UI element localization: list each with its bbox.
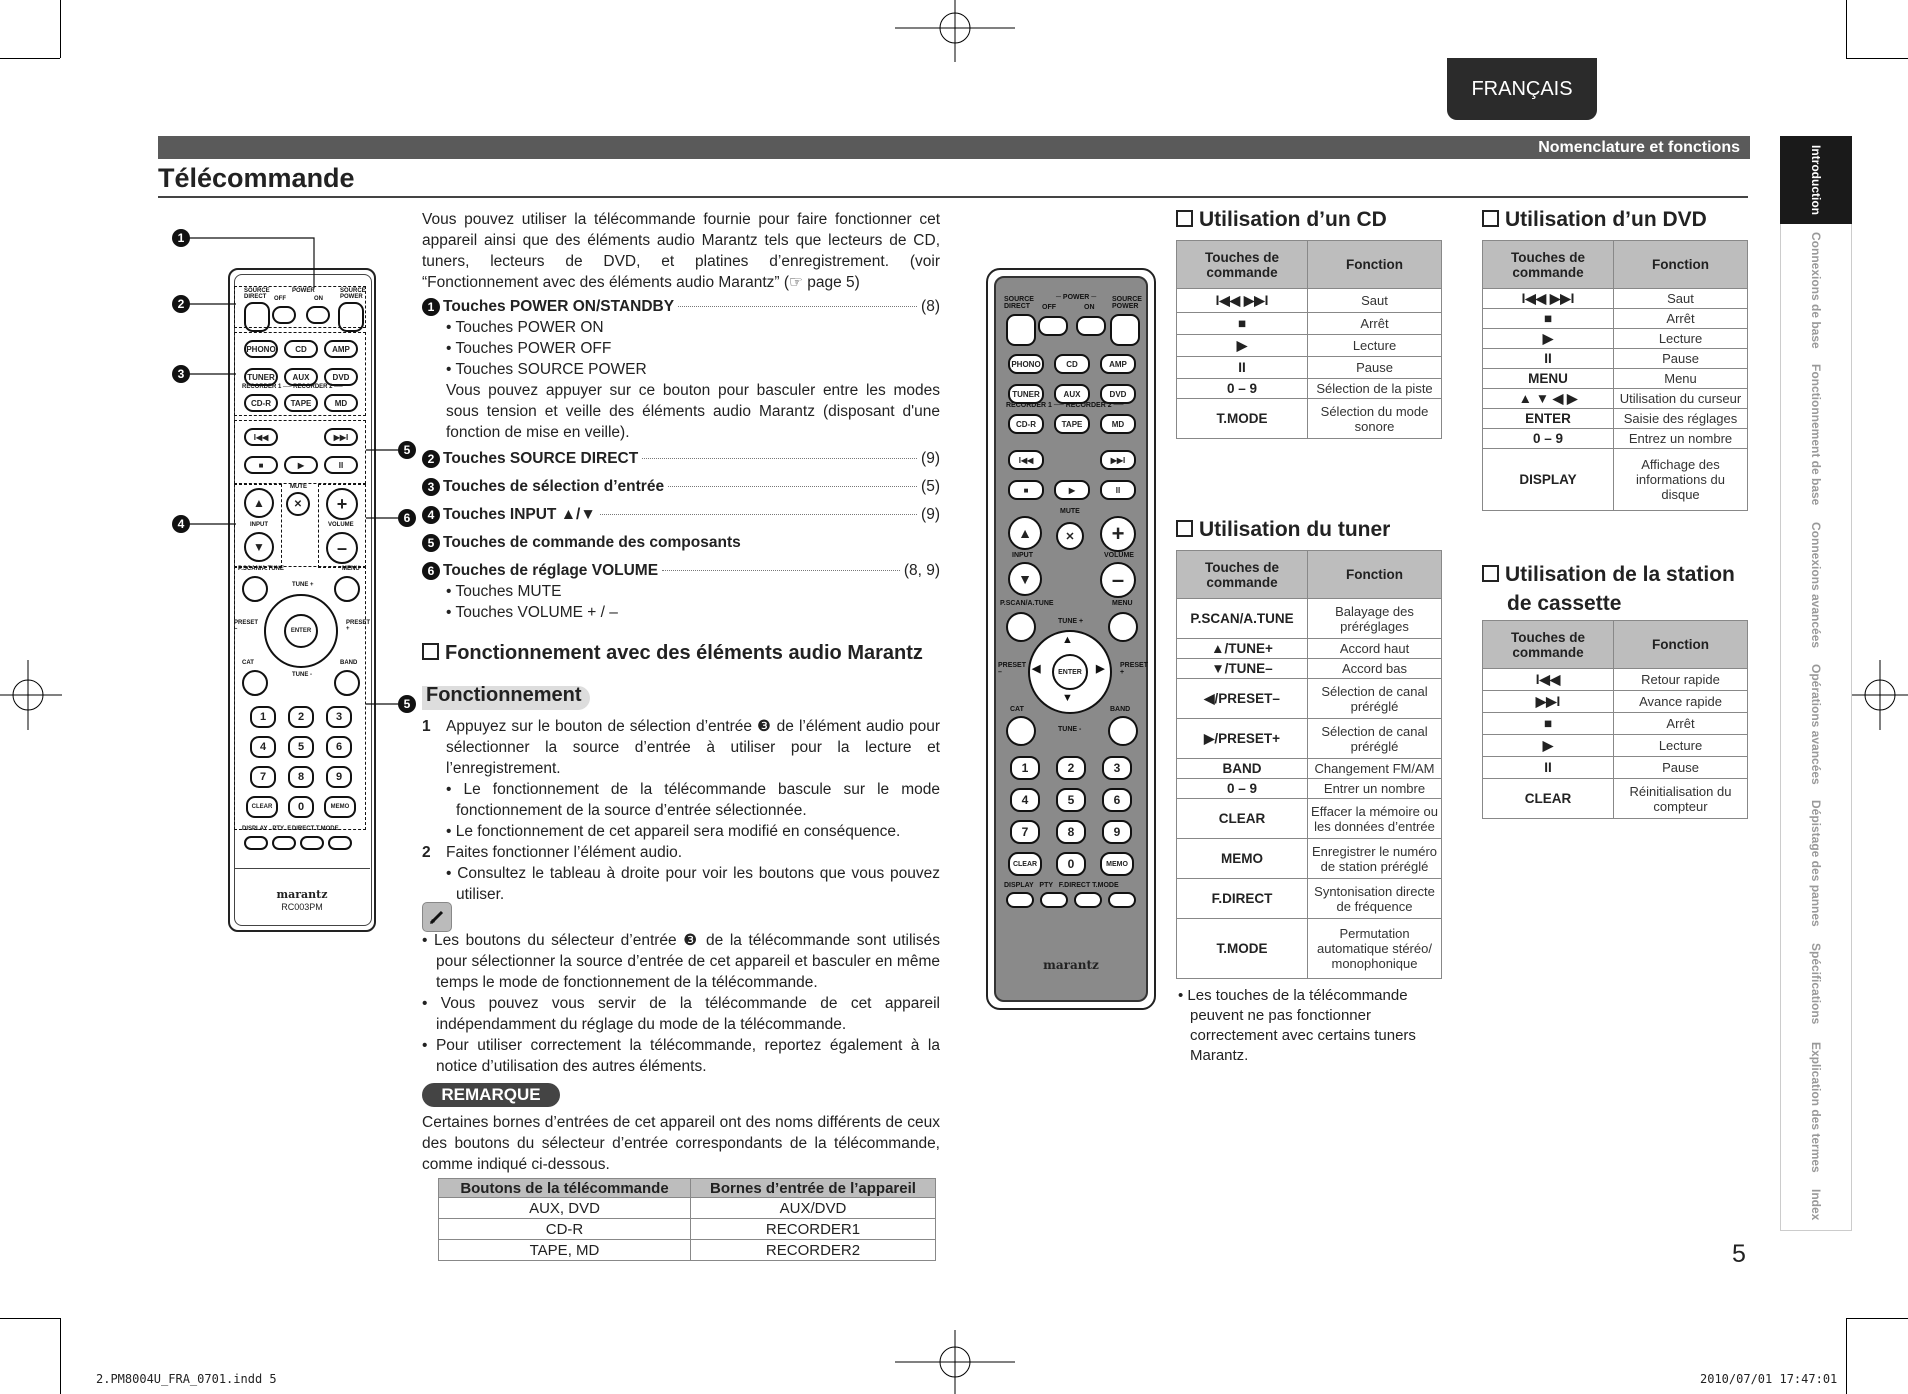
tuner-note: • Les touches de la télécommande peuvent ne pas fonctionner correctement avec certains tuners Marantz. xyxy=(1178,987,1416,1064)
fonctionnement-heading: Fonctionnement xyxy=(426,684,582,706)
power-bullet: • Touches POWER ON xyxy=(446,319,604,336)
sidebar-item-connexions-de-base[interactable]: Connexions de base xyxy=(1780,224,1852,357)
cd-heading: Utilisation d’un CD xyxy=(1176,208,1387,232)
power-bullet: • Touches SOURCE POWER xyxy=(446,361,647,378)
notes xyxy=(422,930,940,1077)
remote-model: RC003PM xyxy=(281,902,323,912)
remote-brand-left: marantz xyxy=(276,888,328,901)
page-title: Télécommande xyxy=(158,163,355,193)
tuner-heading: Utilisation du tuner xyxy=(1176,518,1390,542)
marantz-heading: Fonctionnement avec des éléments audio Marantz xyxy=(422,642,923,665)
callout-1: 1 xyxy=(172,229,190,247)
crop-mark xyxy=(60,1318,61,1394)
sidebar-item-fonctionnement-de-base[interactable]: Fonctionnement de base xyxy=(1780,356,1852,515)
registration-target xyxy=(895,1330,1015,1394)
crop-mark xyxy=(1846,1318,1908,1319)
footer-right: 2010/07/01 17:47:01 xyxy=(1700,1372,1838,1386)
crop-mark xyxy=(60,0,61,58)
remote-illustration: SOURCE DIRECT POWER OFF ON SOURCE POWER PHONO CD AMP TUNER AUX DVD RECORDER 1 ── RECORDER 2 ── CD-R TAPE MD I◀◀ ▶▶I ■ ▶ II ▲ MUTE ✕ + INPUT VOLUME ▼ – P.SCAN/A.TUNE MENU TUNE + ENTER PRESET – PRESET + CAT BAND TUNE - 1 2 3 4 5 6 7 8 9 CLEAR 0 MEMO DISPLAY PTY F.DIRECT T.MODE marantz RC003PM xyxy=(228,268,376,932)
callout-4: 4 xyxy=(172,515,190,533)
registration-target xyxy=(895,0,1015,62)
crop-mark xyxy=(0,1318,60,1319)
item-4: 4 Touches INPUT ▲/▼ (9) xyxy=(422,504,940,525)
page-number: 5 xyxy=(1732,1240,1746,1268)
item-2: 2 Touches SOURCE DIRECT (9) xyxy=(422,448,940,469)
remote-photo: SOURCE DIRECT ─ POWER ─ OFF ON SOURCE POWER PHONO CD AMP TUNER AUX DVD RECORDER 1 ── RECORDER 2 ── CD-R TAPE MD I◀◀ ▶▶I ■ ▶ II MUTE ▲ ✕ + INPUT VOLUME ▼ – P.SCAN/A.TUNE MENU TUNE + ENTER ◀ ▶ ▲ ▼ PRESET – PRESET + CAT BAND TUNE - 1 2 3 4 5 6 7 8 9 CLEAR 0 MEMO DISPLAY PTY F.DIRECT T.MODE marantz xyxy=(986,268,1156,1010)
sidebar-item-explication-des-termes[interactable]: Explication des termes xyxy=(1780,1034,1852,1181)
power-note: Vous pouvez appuyer sur ce bouton pour basculer entre les modes sous tension et veille des éléments audio Marantz (disposant d'une fonction de mise en veille). xyxy=(446,382,940,441)
sidebar-item-operations-avancees[interactable]: Opérations avancées xyxy=(1780,656,1852,793)
mapping-header: Bornes d’entrée de l’appareil xyxy=(691,1179,936,1198)
power-bullet: • Touches POWER OFF xyxy=(446,340,612,357)
item-5: 5 Touches de commande des composants xyxy=(422,532,940,553)
callout-2: 2 xyxy=(172,295,190,313)
callout-lines xyxy=(160,226,420,766)
cassette-table: Touches de commande Fonction I◀◀ Retour rapide ▶▶I Avance rapide ■ Arrêt ▶ Lecture II Pause CLEAR Réinitialisation du compteur xyxy=(1482,620,1748,819)
crop-mark xyxy=(1846,1318,1847,1394)
sidebar-item-depistage-des-pannes[interactable]: Dépistage des pannes xyxy=(1780,792,1852,935)
registration-target xyxy=(1848,660,1908,730)
title-rule xyxy=(158,196,1748,198)
mapping-table: Boutons de la télécommande Bornes d’entrée de l’appareil AUX, DVD AUX/DVD CD-R RECORDER1 TAPE, MD RECORDER2 xyxy=(438,1178,936,1261)
volume-bullet: • Touches VOLUME + / – xyxy=(446,604,618,621)
sidebar-item-index[interactable]: Index xyxy=(1780,1180,1852,1231)
sidebar-item-introduction[interactable]: Introduction xyxy=(1780,136,1852,225)
sidebar-item-connexions-avancees[interactable]: Connexions avancées xyxy=(1780,514,1852,657)
step-1-bullet: • Le fonctionnement de cet appareil sera modifié en conséquence. xyxy=(446,823,901,840)
crop-mark xyxy=(1846,0,1847,58)
section-bar-label: Nomenclature et fonctions xyxy=(1538,139,1740,156)
items-list xyxy=(422,296,940,623)
callout-6: 6 xyxy=(398,509,416,527)
intro-paragraph: Vous pouvez utiliser la télécommande fournie pour faire fonctionner cet appareil ainsi que des éléments audio Marantz tels que lecteurs de CD, tuners, lecteurs de DVD, et platines d’enregistrement. (voir “Fonctionnement avec des éléments audio Marantz” (☞ page 5) xyxy=(422,211,940,291)
callout-3: 3 xyxy=(172,365,190,383)
step-1-bullet: • Le fonctionnement de la télécommande bascule sur le mode fonctionnement de la source d’entrée sélectionnée. xyxy=(446,781,940,819)
item-1: 1 Touches POWER ON/STANDBY (8) xyxy=(422,296,940,317)
dvd-table: Touches de commande Fonction I◀◀ ▶▶I Saut ■ Arrêt ▶ Lecture II Pause MENU Menu ▲ ▼ ◀ ▶ Utilisation du curseur ENTER Saisie des réglages 0 – 9 Entrez un nombre DISPLAY Affichage des informations du disque xyxy=(1482,240,1748,511)
registration-target xyxy=(0,660,62,730)
cassette-heading: Utilisation de la station de cassette xyxy=(1482,560,1735,618)
item-6: 6 Touches de réglage VOLUME (8, 9) xyxy=(422,560,940,581)
note: • Pour utiliser correctement la télécommande, reportez également à la notice d’utilisation des autres éléments. xyxy=(422,1037,940,1075)
dvd-heading: Utilisation d’un DVD xyxy=(1482,208,1707,232)
remarque-badge: REMARQUE xyxy=(422,1083,560,1107)
mapping-header: Boutons de la télécommande xyxy=(439,1179,691,1198)
sidebar-item-specifications[interactable]: Spécifications xyxy=(1780,934,1852,1035)
tuner-table: Touches de commande Fonction P.SCAN/A.TUNE Balayage des préréglages ▲/TUNE+ Accord haut ▼/TUNE– Accord bas ◀/PRESET– Sélection de canal préréglé ▶/PRESET+ Sélection de canal préréglé BAND Changement FM/AM 0 – 9 Entrer un nombre CLEAR Effacer la mémoire ou les données d’entrée MEMO Enregistrer le numéro de station préréglé F.DIRECT Syntonisation directe de fréquence T.MODE Permutation automatique stéréo/ monophonique xyxy=(1176,550,1442,979)
crop-mark xyxy=(0,58,60,59)
step-2: Faites fonctionner l’élément audio. xyxy=(446,844,683,861)
item-3: 3 Touches de sélection d’entrée (5) xyxy=(422,476,940,497)
remote-brand-right: marantz xyxy=(1043,958,1099,972)
steps: 1 Appuyez sur le bouton de sélection d’entrée ❸ de l’élément audio pour sélectionner la source d’entrée à utiliser pour la lecture et l’enregistrement. • Le fonctionnement de la télécommande bascule sur le mode fonctionnement de la source d’entrée sélectionnée. • Le fonctionnement de cet appareil sera modifié en conséquence. 2 Faites fonctionner l’élément audio. • Consultez le tableau à droite pour voir les boutons que vous pouvez utiliser. xyxy=(422,718,940,903)
pencil-icon xyxy=(422,902,452,932)
language-tab: FRANÇAIS xyxy=(1447,58,1597,120)
callout-5b: 5 xyxy=(398,695,416,713)
cd-table: Touches de commande Fonction I◀◀ ▶▶I Saut ■ Arrêt ▶ Lecture II Pause 0 – 9 Sélection de la piste T.MODE Sélection du mode sonore xyxy=(1176,240,1442,439)
crop-mark xyxy=(1846,58,1908,59)
note: • Vous pouvez vous servir de la télécommande de cet appareil indépendamment du réglage du mode de la télécommande. xyxy=(422,995,940,1033)
step-1: Appuyez sur le bouton de sélection d’entrée ❸ de l’élément audio pour sélectionner la source d’entrée à utiliser pour la lecture et l’enregistrement. xyxy=(446,718,940,777)
callout-5: 5 xyxy=(398,441,416,459)
section-bar xyxy=(158,136,1750,159)
remarque-text: Certaines bornes d’entrées de cet appareil ont des noms différents de ceux des boutons du sélecteur d’entrée correspondants de la télécommande, comme indiqué ci-dessous. xyxy=(422,1114,940,1173)
volume-bullet: • Touches MUTE xyxy=(446,583,562,600)
footer-left: 2.PM8004U_FRA_0701.indd 5 xyxy=(96,1372,277,1386)
note: • Les boutons du sélecteur d’entrée ❸ de la télécommande sont utilisés pour sélectionner la source d’entrée de cet appareil et basculer en même temps le mode de fonctionnement de la télécommande. xyxy=(422,932,940,991)
step-2-bullet: • Consultez le tableau à droite pour voir les boutons que vous pouvez utiliser. xyxy=(446,865,940,903)
